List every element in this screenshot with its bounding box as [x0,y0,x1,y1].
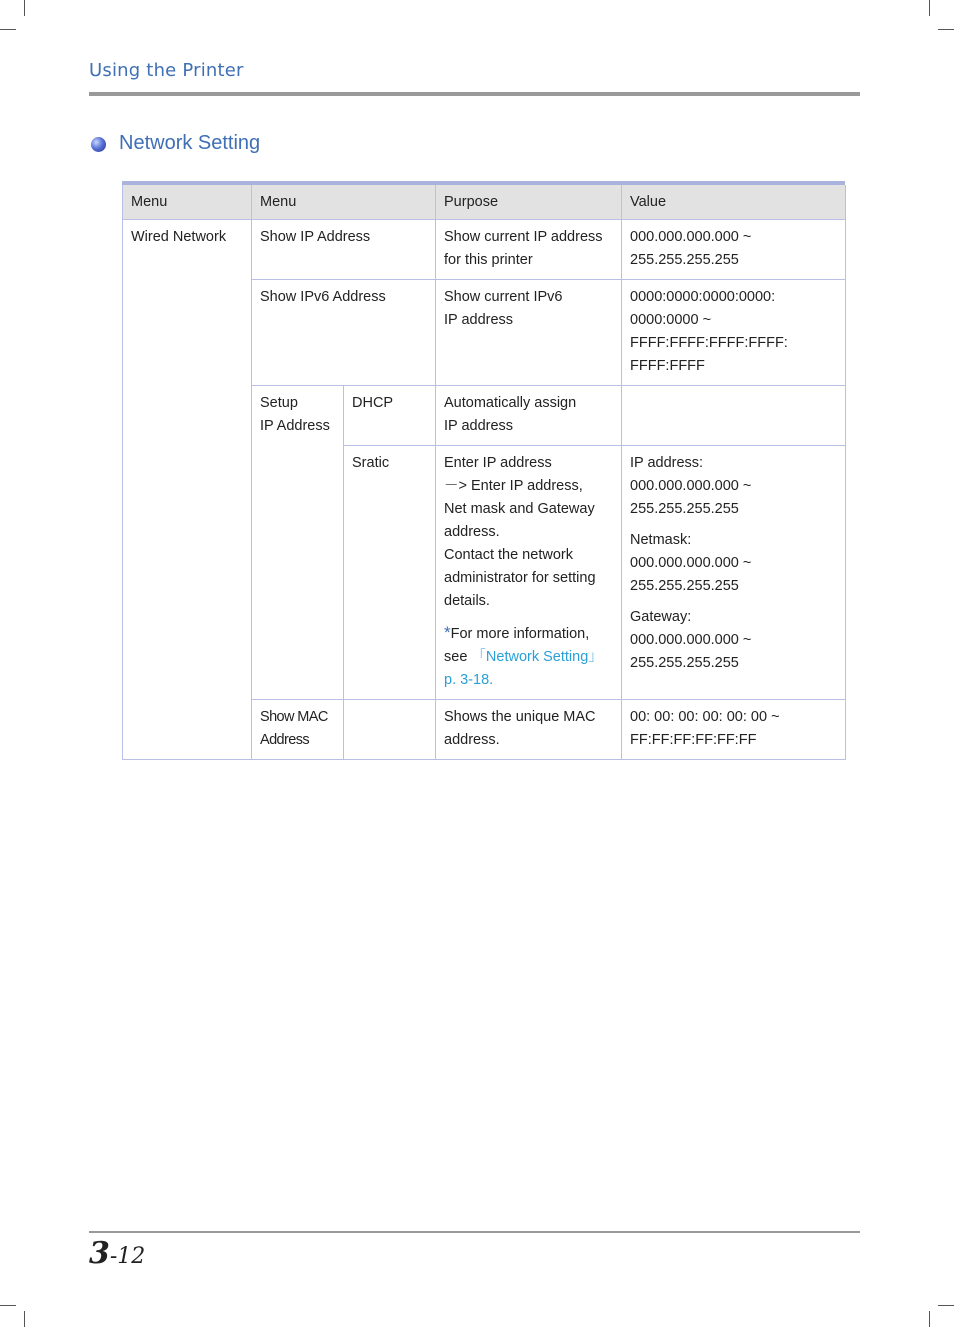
crop-mark [24,0,25,16]
purpose-show-ipv6: Show current IPv6 IP address [436,280,622,386]
crop-mark [24,1311,25,1327]
value-show-ipv6: 0000:0000:0000:0000: 0000:0000 ~ FFFF:FFFF:FFFF:FFFF: FFFF:FFFF [622,280,846,386]
header-purpose: Purpose [436,185,622,220]
menu-wired-network: Wired Network [123,220,252,760]
crop-mark [938,29,954,30]
footer-rule [89,1231,860,1233]
menu-show-ip: Show IP Address [252,220,436,280]
purpose-show-ip: Show current IP address for this printer [436,220,622,280]
table-row [123,220,846,280]
value-show-mac: 00: 00: 00: 00: 00: 00 ~ FF:FF:FF:FF:FF:FF [622,700,846,760]
value-dhcp [622,386,846,446]
crop-mark [0,29,16,30]
menu-setup-ip: Setup IP Address [252,386,344,700]
page-reference-link[interactable]: p. 3-18. [444,672,494,688]
menu-show-mac: Show MAC Address [252,700,344,760]
header-menu-1: Menu [123,185,252,220]
note-star: * [444,623,451,642]
crop-mark [938,1305,954,1306]
header-value: Value [622,185,846,220]
crop-mark [929,0,930,16]
purpose-static: Enter IP address －> Enter IP address, Net mask and Gateway address. Contact the network administrator for setting details. *For more information, see 「Network Setting」 p. 3-18. [436,446,622,700]
section-title: Network Setting [119,132,261,154]
purpose-show-mac: Shows the unique MAC address. [436,700,622,760]
submenu-dhcp: DHCP [344,386,436,446]
bullet-icon [91,137,106,152]
header-menu-2: Menu [252,185,436,220]
purpose-dhcp: Automatically assign IP address [436,386,622,446]
value-static: IP address: 000.000.000.000 ~ 255.255.255.255 Netmask: 000.000.000.000 ~ 255.255.255.255 Gateway: 000.000.000.000 ~ 255.255.255.255 [622,446,846,700]
settings-table [122,185,846,760]
value-show-ip: 000.000.000.000 ~ 255.255.255.255 [622,220,846,280]
table-header-row [123,185,846,220]
crop-mark [929,1311,930,1327]
header-rule [89,92,860,96]
network-setting-link[interactable]: 「Network Setting」 [471,649,603,665]
running-header: Using the Printer [89,60,244,81]
page-number: 3-12 [89,1236,146,1271]
submenu-static: Sratic [344,446,436,700]
submenu-show-mac-empty [344,700,436,760]
menu-show-ipv6: Show IPv6 Address [252,280,436,386]
network-setting-table [122,181,845,760]
crop-mark [0,1305,16,1306]
